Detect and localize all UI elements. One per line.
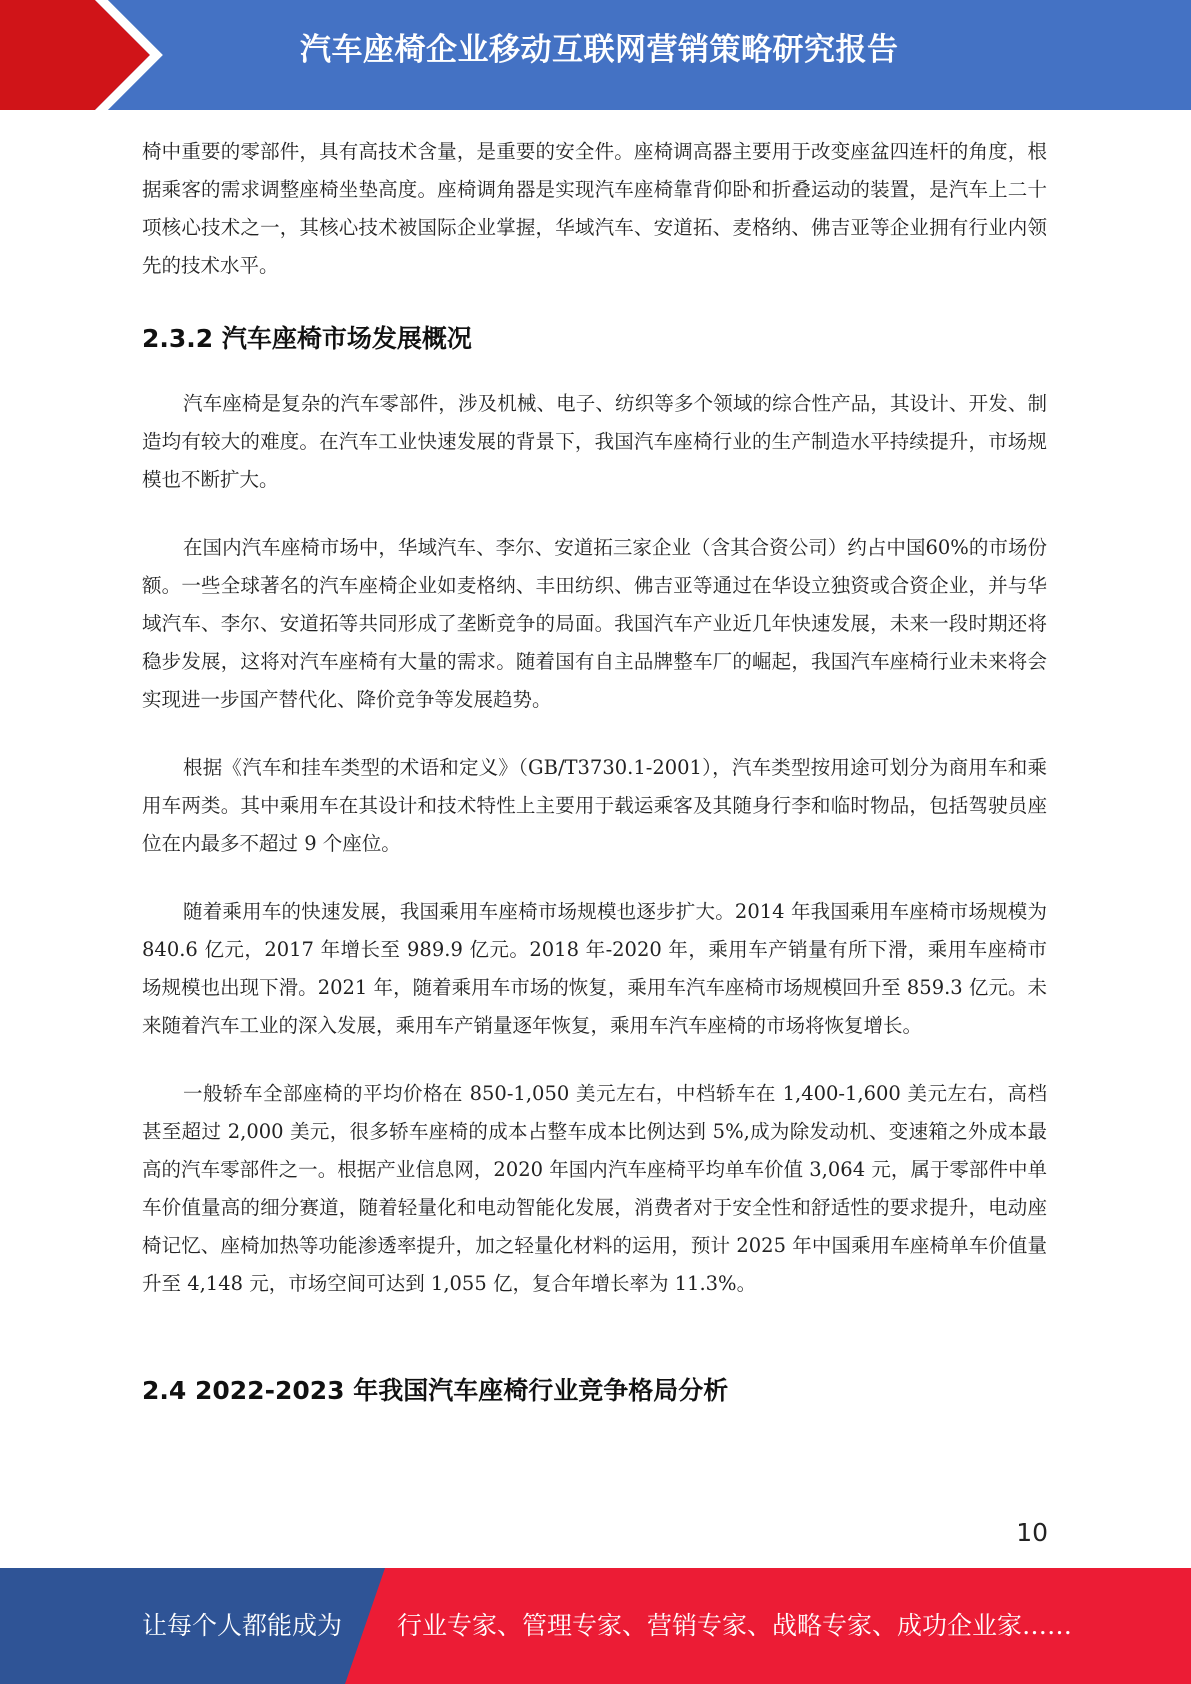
- section-heading-2-3-2: 2.3.2 汽车座椅市场发展概况: [142, 324, 472, 353]
- section-heading-2-4: 2.4 2022-2023 年我国汽车座椅行业竞争格局分析: [142, 1376, 729, 1405]
- document-body: [142, 133, 1047, 1407]
- page-footer: [0, 1568, 1191, 1684]
- body-paragraph: 汽车座椅是复杂的汽车零部件，涉及机械、电子、纺织等多个领域的综合性产品，其设计、开发、制造均有较大的难度。在汽车工业快速发展的背景下，我国汽车座椅行业的生产制造水平持续提升，市场规模也不断扩大。: [142, 392, 1047, 491]
- footer-slogan-left: 让每个人都能成为: [142, 1611, 343, 1640]
- intro-paragraph: 椅中重要的零部件，具有高技术含量，是重要的安全件。座椅调高器主要用于改变座盆四连杆的角度，根据乘客的需求调整座椅坐垫高度。座椅调角器是实现汽车座椅靠背仰卧和折叠运动的装置，是汽车上二十项核心技术之一，其核心技术被国际企业掌握，华域汽车、安道拓、麦格纳、佛吉亚等企业拥有行业内领先的技术水平。: [142, 140, 1047, 277]
- header-title: 汽车座椅企业移动互联网营销策略研究报告: [300, 32, 899, 68]
- body-paragraph: 随着乘用车的快速发展，我国乘用车座椅市场规模也逐步扩大。2014 年我国乘用车座椅市场规模为 840.6 亿元，2017 年增长至 989.9 亿元。2018 年-2020 年，乘用车产销量有所下滑，乘用车座椅市场规模也出现下滑。2021 年，随着乘用车市场的恢复，乘用车汽车座椅市场规模回升至 859.3 亿元。未来随着汽车工业的深入发展，乘用车产销量逐年恢复，乘用车汽车座椅的市场将恢复增长。: [142, 900, 1047, 1037]
- footer-slogan-right: 行业专家、管理专家、营销专家、战略专家、成功企业家……: [397, 1611, 1073, 1640]
- body-paragraph: 在国内汽车座椅市场中，华域汽车、李尔、安道拓三家企业（含其合资公司）约占中国60%的市场份额。一些全球著名的汽车座椅企业如麦格纳、丰田纺织、佛吉亚等通过在华设立独资或合资企业，并与华域汽车、李尔、安道拓等共同形成了垄断竞争的局面。我国汽车产业近几年快速发展，未来一段时期还将稳步发展，这将对汽车座椅有大量的需求。随着国有自主品牌整车厂的崛起，我国汽车座椅行业未来将会实现进一步国产替代化、降价竞争等发展趋势。: [142, 536, 1047, 711]
- page-header: [0, 0, 1191, 110]
- body-paragraph: 根据《汽车和挂车类型的术语和定义》（GB/T3730.1-2001），汽车类型按用途可划分为商用车和乘用车两类。其中乘用车在其设计和技术特性上主要用于载运乘客及其随身行李和临时物品，包括驾驶员座位在内最多不超过 9 个座位。: [142, 756, 1047, 855]
- page-number: 10: [1016, 1518, 1048, 1547]
- body-paragraph: 一般轿车全部座椅的平均价格在 850-1,050 美元左右，中档轿车在 1,400-1,600 美元左右，高档甚至超过 2,000 美元，很多轿车座椅的成本占整车成本比例达到 5%,成为除发动机、变速箱之外成本最高的汽车零部件之一。根据产业信息网，2020 年国内汽车座椅平均单车价值 3,064 元，属于零部件中单车价值量高的细分赛道，随着轻量化和电动智能化发展，消费者对于安全性和舒适性的要求提升，电动座椅记忆、座椅加热等功能渗透率提升，加之轻量化材料的运用，预计 2025 年中国乘用车座椅单车价值量升至 4,148 元，市场空间可达到 1,055 亿，复合年增长率为 11.3%。: [142, 1082, 1047, 1295]
- header-red-arrow-decoration: [0, 0, 200, 110]
